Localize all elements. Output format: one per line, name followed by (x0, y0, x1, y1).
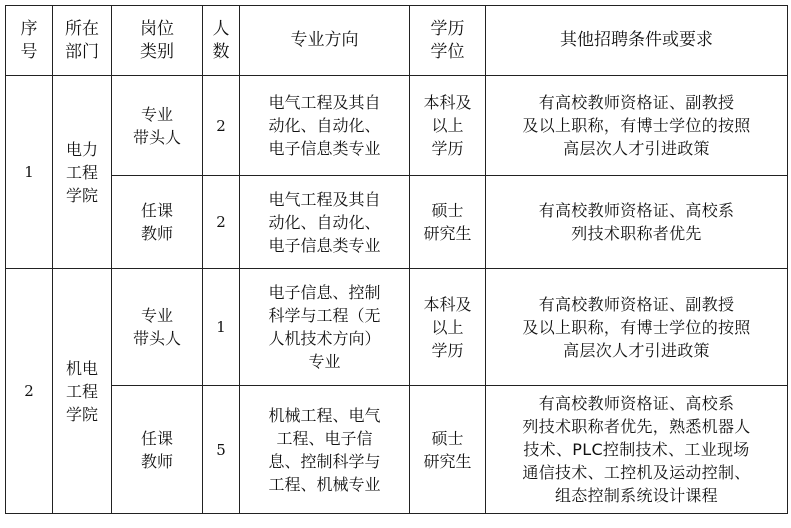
major-cell: 电气工程及其自 动化、自动化、 电子信息类专业 (240, 176, 410, 269)
major-cell: 电气工程及其自 动化、自动化、 电子信息类专业 (240, 76, 410, 176)
header-degree: 学历 学位 (410, 6, 486, 76)
table-row (6, 76, 788, 176)
table-row (6, 176, 788, 269)
seq-cell: 2 (6, 269, 53, 514)
post-cell: 任课 教师 (112, 386, 203, 514)
count-cell: 5 (203, 386, 240, 514)
major-cell: 机械工程、电气 工程、电子信 息、控制科学与 工程、机械专业 (240, 386, 410, 514)
post-cell: 专业 带头人 (112, 269, 203, 386)
post-cell: 任课 教师 (112, 176, 203, 269)
dept-cell: 机电 工程 学院 (53, 269, 112, 514)
header-count: 人 数 (203, 6, 240, 76)
header-dept: 所在 部门 (53, 6, 112, 76)
count-cell: 2 (203, 76, 240, 176)
requirements-cell: 有高校教师资格证、高校系 列技术职称者优先，熟悉机器人 技术、PLC控制技术、工业现场 通信技术、工控机及运动控制、 组态控制系统设计课程 (486, 386, 788, 514)
degree-cell: 本科及 以上 学历 (410, 76, 486, 176)
table-row (6, 386, 788, 514)
dept-cell: 电力 工程 学院 (53, 76, 112, 269)
table-row (6, 269, 788, 386)
requirements-cell: 有高校教师资格证、高校系 列技术职称者优先 (486, 176, 788, 269)
seq-cell: 1 (6, 76, 53, 269)
degree-cell: 本科及 以上 学历 (410, 269, 486, 386)
major-cell: 电子信息、控制 科学与工程（无 人机技术方向） 专业 (240, 269, 410, 386)
count-cell: 2 (203, 176, 240, 269)
post-cell: 专业 带头人 (112, 76, 203, 176)
recruitment-table (5, 5, 788, 514)
requirements-cell: 有高校教师资格证、副教授 及以上职称，有博士学位的按照 高层次人才引进政策 (486, 76, 788, 176)
header-row (6, 6, 788, 76)
header-major: 专业方向 (240, 6, 410, 76)
count-cell: 1 (203, 269, 240, 386)
header-post: 岗位 类别 (112, 6, 203, 76)
requirements-cell: 有高校教师资格证、副教授 及以上职称，有博士学位的按照 高层次人才引进政策 (486, 269, 788, 386)
header-seq: 序 号 (6, 6, 53, 76)
degree-cell: 硕士 研究生 (410, 386, 486, 514)
header-requirements: 其他招聘条件或要求 (486, 6, 788, 76)
degree-cell: 硕士 研究生 (410, 176, 486, 269)
